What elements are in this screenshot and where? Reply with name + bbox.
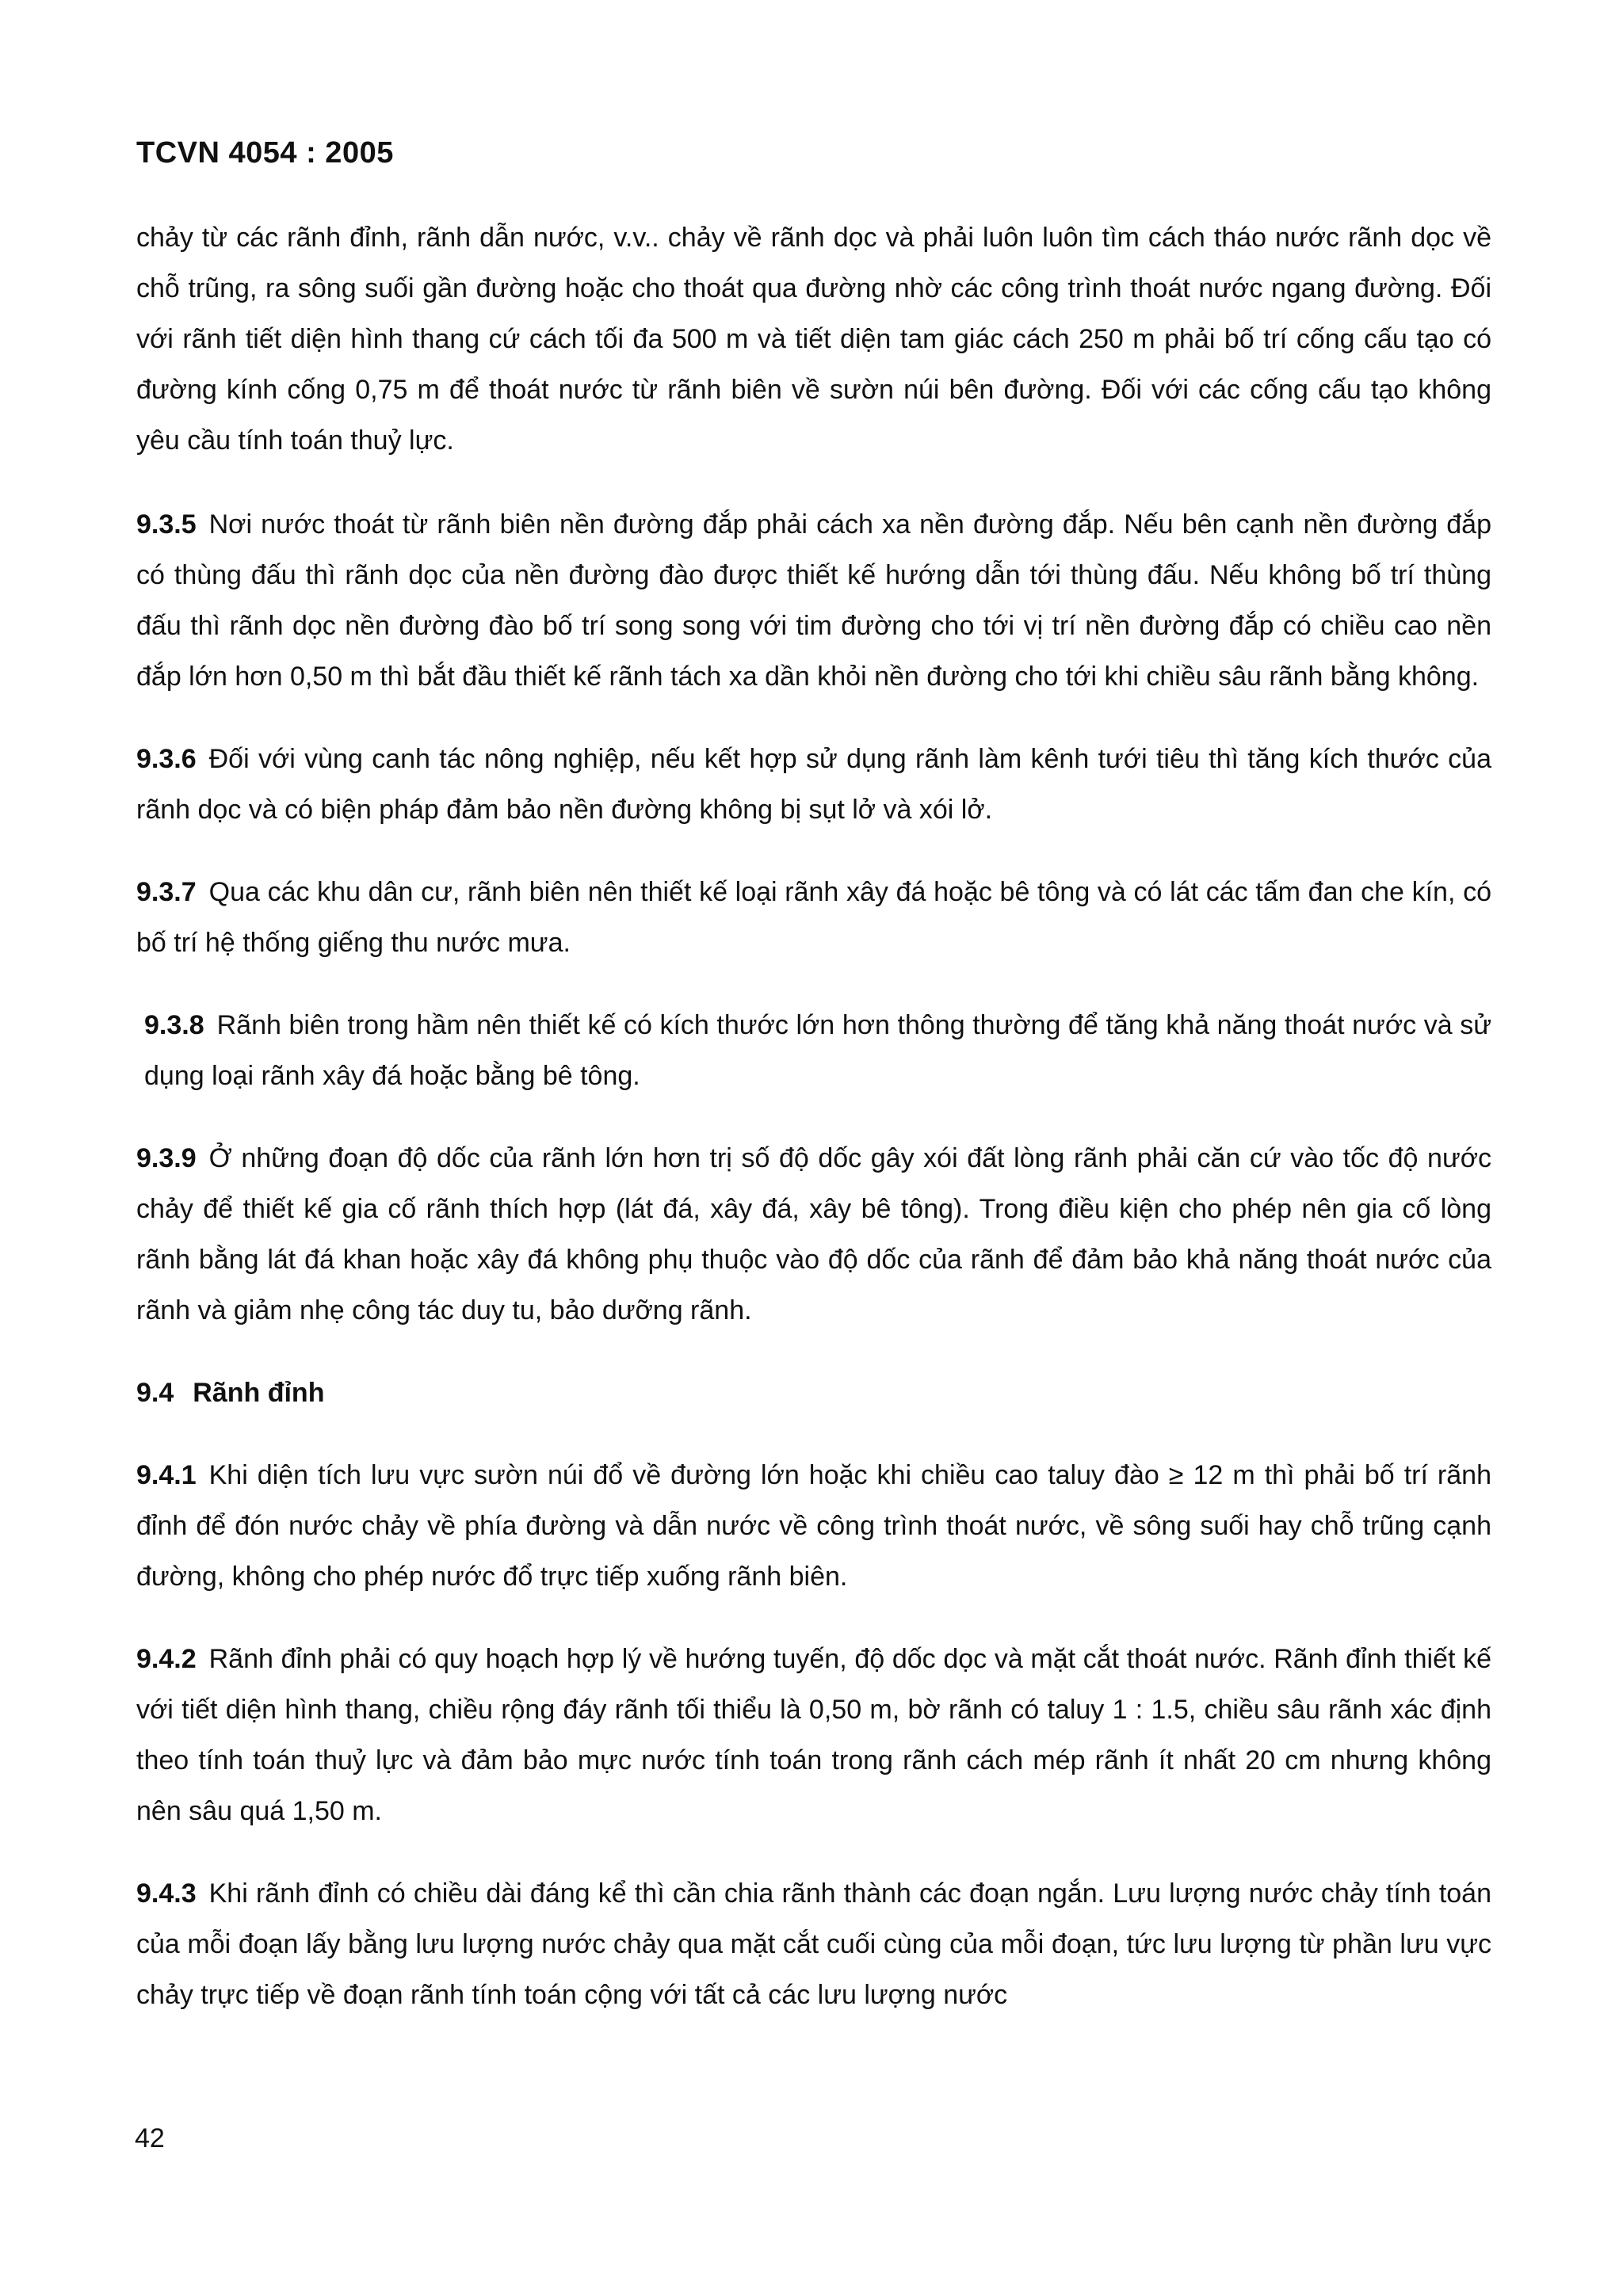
paragraph-number: 9.4.2 xyxy=(136,1644,197,1674)
section-title: Rãnh đỉnh xyxy=(193,1378,325,1408)
paragraph-9-4-3 xyxy=(136,1868,1491,2020)
paragraph-text: Ở những đoạn độ dốc của rãnh lớn hơn trị số độ dốc gây xói đất lòng rãnh phải căn cứ vào tốc độ nước chảy để thiết kế gia cố rãnh thích hợp (lát đá, xây đá, xây bê tông). Trong điều kiện cho phép nên gia cố lòng rãnh bằng lát đá khan hoặc xây đá không phụ thuộc vào độ dốc của rãnh để đảm bảo khả năng thoát nước của rãnh và giảm nhẹ công tác duy tu, bảo dưỡng rãnh. xyxy=(136,1143,1491,1325)
paragraph-9-3-7 xyxy=(136,867,1491,968)
paragraph-9-3-6 xyxy=(136,734,1491,835)
paragraph-9-3-9 xyxy=(136,1133,1491,1336)
paragraph-continuation xyxy=(136,212,1491,466)
paragraph-text: Nơi nước thoát từ rãnh biên nền đường đắp phải cách xa nền đường đắp. Nếu bên cạnh nền đường đắp có thùng đấu thì rãnh dọc của nền đường đào được thiết kế hướng dẫn tới thùng đấu. Nếu không bố trí thùng đấu thì rãnh dọc nền đường đào bố trí song song với tim đường cho tới vị trí nền đường đắp có chiều cao nền đắp lớn hơn 0,50 m thì bắt đầu thiết kế rãnh tách xa dần khỏi nền đường cho tới khi chiều sâu rãnh bằng không. xyxy=(136,509,1491,692)
paragraph-9-3-5 xyxy=(136,499,1491,702)
paragraph-number: 9.4.1 xyxy=(136,1460,197,1490)
paragraph-number: 9.3.8 xyxy=(144,1010,204,1040)
section-number: 9.4 xyxy=(136,1378,174,1408)
document-header-title: TCVN 4054 : 2005 xyxy=(136,136,394,170)
paragraph-text: chảy từ các rãnh đỉnh, rãnh dẫn nước, v.v.. chảy về rãnh dọc và phải luôn luôn tìm cách tháo nước rãnh dọc về chỗ trũng, ra sông suối gần đường hoặc cho thoát qua đường nhờ các công trình thoát nước ngang đường. Đối với rãnh tiết diện hình thang cứ cách tối đa 500 m và tiết diện tam giác cách 250 m phải bố trí cống cấu tạo có đường kính cống 0,75 m để thoát nước từ rãnh biên về sườn núi bên đường. Đối với các cống cấu tạo không yêu cầu tính toán thuỷ lực. xyxy=(136,223,1491,456)
section-heading-9-4 xyxy=(136,1367,1491,1418)
document-body xyxy=(136,212,1491,2052)
paragraph-text: Đối với vùng canh tác nông nghiệp, nếu kết hợp sử dụng rãnh làm kênh tưới tiêu thì tăng kích thước của rãnh dọc và có biện pháp đảm bảo nền đường không bị sụt lở và xói lở. xyxy=(136,744,1491,825)
paragraph-9-4-2 xyxy=(136,1634,1491,1836)
paragraph-number: 9.3.5 xyxy=(136,509,197,540)
paragraph-number: 9.3.6 xyxy=(136,744,197,774)
paragraph-number: 9.3.7 xyxy=(136,877,197,907)
paragraph-number: 9.4.3 xyxy=(136,1878,197,1909)
paragraph-text: Khi rãnh đỉnh có chiều dài đáng kể thì cần chia rãnh thành các đoạn ngắn. Lưu lượng nước chảy tính toán của mỗi đoạn lấy bằng lưu lượng nước chảy qua mặt cắt cuối cùng của mỗi đoạn, tức lưu lượng từ phần lưu vực chảy trực tiếp về đoạn rãnh tính toán cộng với tất cả các lưu lượng nước xyxy=(136,1878,1491,2010)
paragraph-9-4-1 xyxy=(136,1450,1491,1602)
paragraph-text: Rãnh biên trong hầm nên thiết kế có kích thước lớn hơn thông thường để tăng khả năng thoát nước và sử dụng loại rãnh xây đá hoặc bằng bê tông. xyxy=(144,1010,1491,1091)
paragraph-text: Khi diện tích lưu vực sườn núi đổ về đường lớn hoặc khi chiều cao taluy đào ≥ 12 m thì phải bố trí rãnh đỉnh để đón nước chảy về phía đường và dẫn nước về công trình thoát nước, về sông suối hay chỗ trũng cạnh đường, không cho phép nước đổ trực tiếp xuống rãnh biên. xyxy=(136,1460,1491,1592)
paragraph-text: Qua các khu dân cư, rãnh biên nên thiết kế loại rãnh xây đá hoặc bê tông và có lát các tấm đan che kín, có bố trí hệ thống giếng thu nước mưa. xyxy=(136,877,1491,958)
paragraph-text: Rãnh đỉnh phải có quy hoạch hợp lý về hướng tuyến, độ dốc dọc và mặt cắt thoát nước. Rãnh đỉnh thiết kế với tiết diện hình thang, chiều rộng đáy rãnh tối thiểu là 0,50 m, bờ rãnh có taluy 1 : 1.5, chiều sâu rãnh xác định theo tính toán thuỷ lực và đảm bảo mực nước tính toán trong rãnh cách mép rãnh ít nhất 20 cm nhưng không nên sâu quá 1,50 m. xyxy=(136,1644,1491,1826)
paragraph-number: 9.3.9 xyxy=(136,1143,197,1173)
page-number: 42 xyxy=(135,2123,165,2153)
paragraph-9-3-8 xyxy=(136,1000,1491,1101)
